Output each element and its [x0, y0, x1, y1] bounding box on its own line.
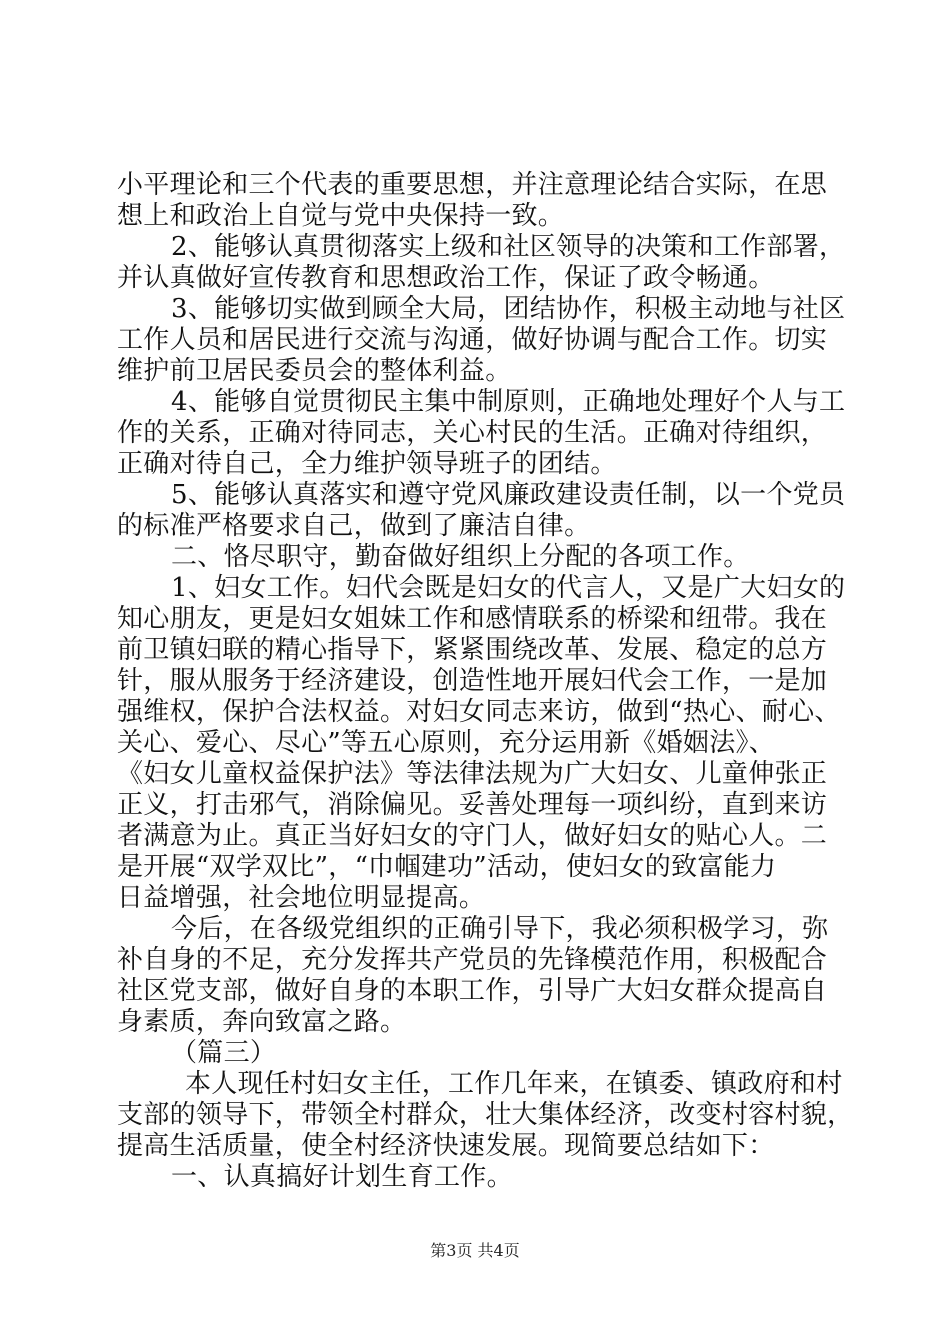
text-line: 身素质，奔向致富之路。	[117, 1007, 407, 1037]
text-line: 提高生活质量，使全村经济快速发展。现简要总结如下：	[117, 1131, 775, 1161]
text-line: 知心朋友，更是妇女姐妹工作和感情联系的桥梁和纽带。我在	[117, 604, 828, 634]
text-line: 正确对待自己，全力维护领导班子的团结。	[117, 449, 617, 479]
section-heading: 二、恪尽职守，勤奋做好组织上分配的各项工作。	[171, 542, 750, 572]
text-line: 前卫镇妇联的精心指导下，紧紧围绕改革、发展、稳定的总方	[117, 635, 828, 665]
text-line: 支部的领导下，带领全村群众，壮大集体经济，改变村容村貌，	[117, 1100, 854, 1130]
text-line: 正义，打击邪气，消除偏见。妥善处理每一项纠纷，直到来访	[117, 790, 828, 820]
text-line: 工作人员和居民进行交流与沟通，做好协调与配合工作。切实	[117, 325, 828, 355]
text-line: 2、能够认真贯彻落实上级和社区领导的决策和工作部署，	[171, 232, 846, 262]
text-line: 的标准严格要求自己，做到了廉洁自律。	[117, 511, 591, 541]
text-line: 补自身的不足，充分发挥共产党员的先锋模范作用，积极配合	[117, 945, 828, 975]
text-line: 社区党支部，做好自身的本职工作，引导广大妇女群众提高自	[117, 976, 828, 1006]
text-line: 想上和政治上自觉与党中央保持一致。	[117, 201, 565, 231]
text-line: 《妇女儿童权益保护法》等法律法规为广大妇女、儿童伸张正	[117, 759, 828, 789]
text-line: 1、妇女工作。妇代会既是妇女的代言人，又是广大妇女的	[171, 573, 846, 603]
document-body	[117, 170, 854, 1193]
text-line: 小平理论和三个代表的重要思想，并注意理论结合实际，在思	[117, 170, 828, 200]
text-line: 并认真做好宣传教育和思想政治工作，保证了政令畅通。	[117, 263, 775, 293]
section-label: （篇三）	[171, 1038, 277, 1068]
text-line: 是开展“双学双比”，“巾帼建功”活动，使妇女的致富能力	[117, 852, 777, 882]
text-line: 针，服从服务于经济建设，创造性地开展妇代会工作，一是加	[117, 666, 828, 696]
text-line: 维护前卫居民委员会的整体利益。	[117, 356, 512, 386]
text-line: 4、能够自觉贯彻民主集中制原则，正确地处理好个人与工	[171, 387, 846, 417]
section-heading: 一、认真搞好计划生育工作。	[171, 1162, 513, 1192]
text-line: 3、能够切实做到顾全大局，团结协作，积极主动地与社区	[171, 294, 846, 324]
text-line: 者满意为止。真正当好妇女的守门人，做好妇女的贴心人。二	[117, 821, 828, 851]
text-line: 关心、爱心、尽心”等五心原则，充分运用新《婚姻法》、	[117, 728, 776, 758]
text-line: 今后，在各级党组织的正确引导下，我必须积极学习，弥	[171, 914, 829, 944]
text-line: 5、能够认真落实和遵守党风廉政建设责任制，以一个党员	[171, 480, 846, 510]
text-line: 日益增强，社会地位明显提高。	[117, 883, 486, 913]
text-line: 作的关系，正确对待同志，关心村民的生活。正确对待组织，	[117, 418, 828, 448]
text-line: 本人现任村妇女主任，工作几年来，在镇委、镇政府和村	[185, 1069, 843, 1099]
text-line: 强维权，保护合法权益。对妇女同志来访，做到“热心、耐心、	[117, 697, 841, 727]
page-footer: 第3页 共4页	[430, 1241, 520, 1260]
